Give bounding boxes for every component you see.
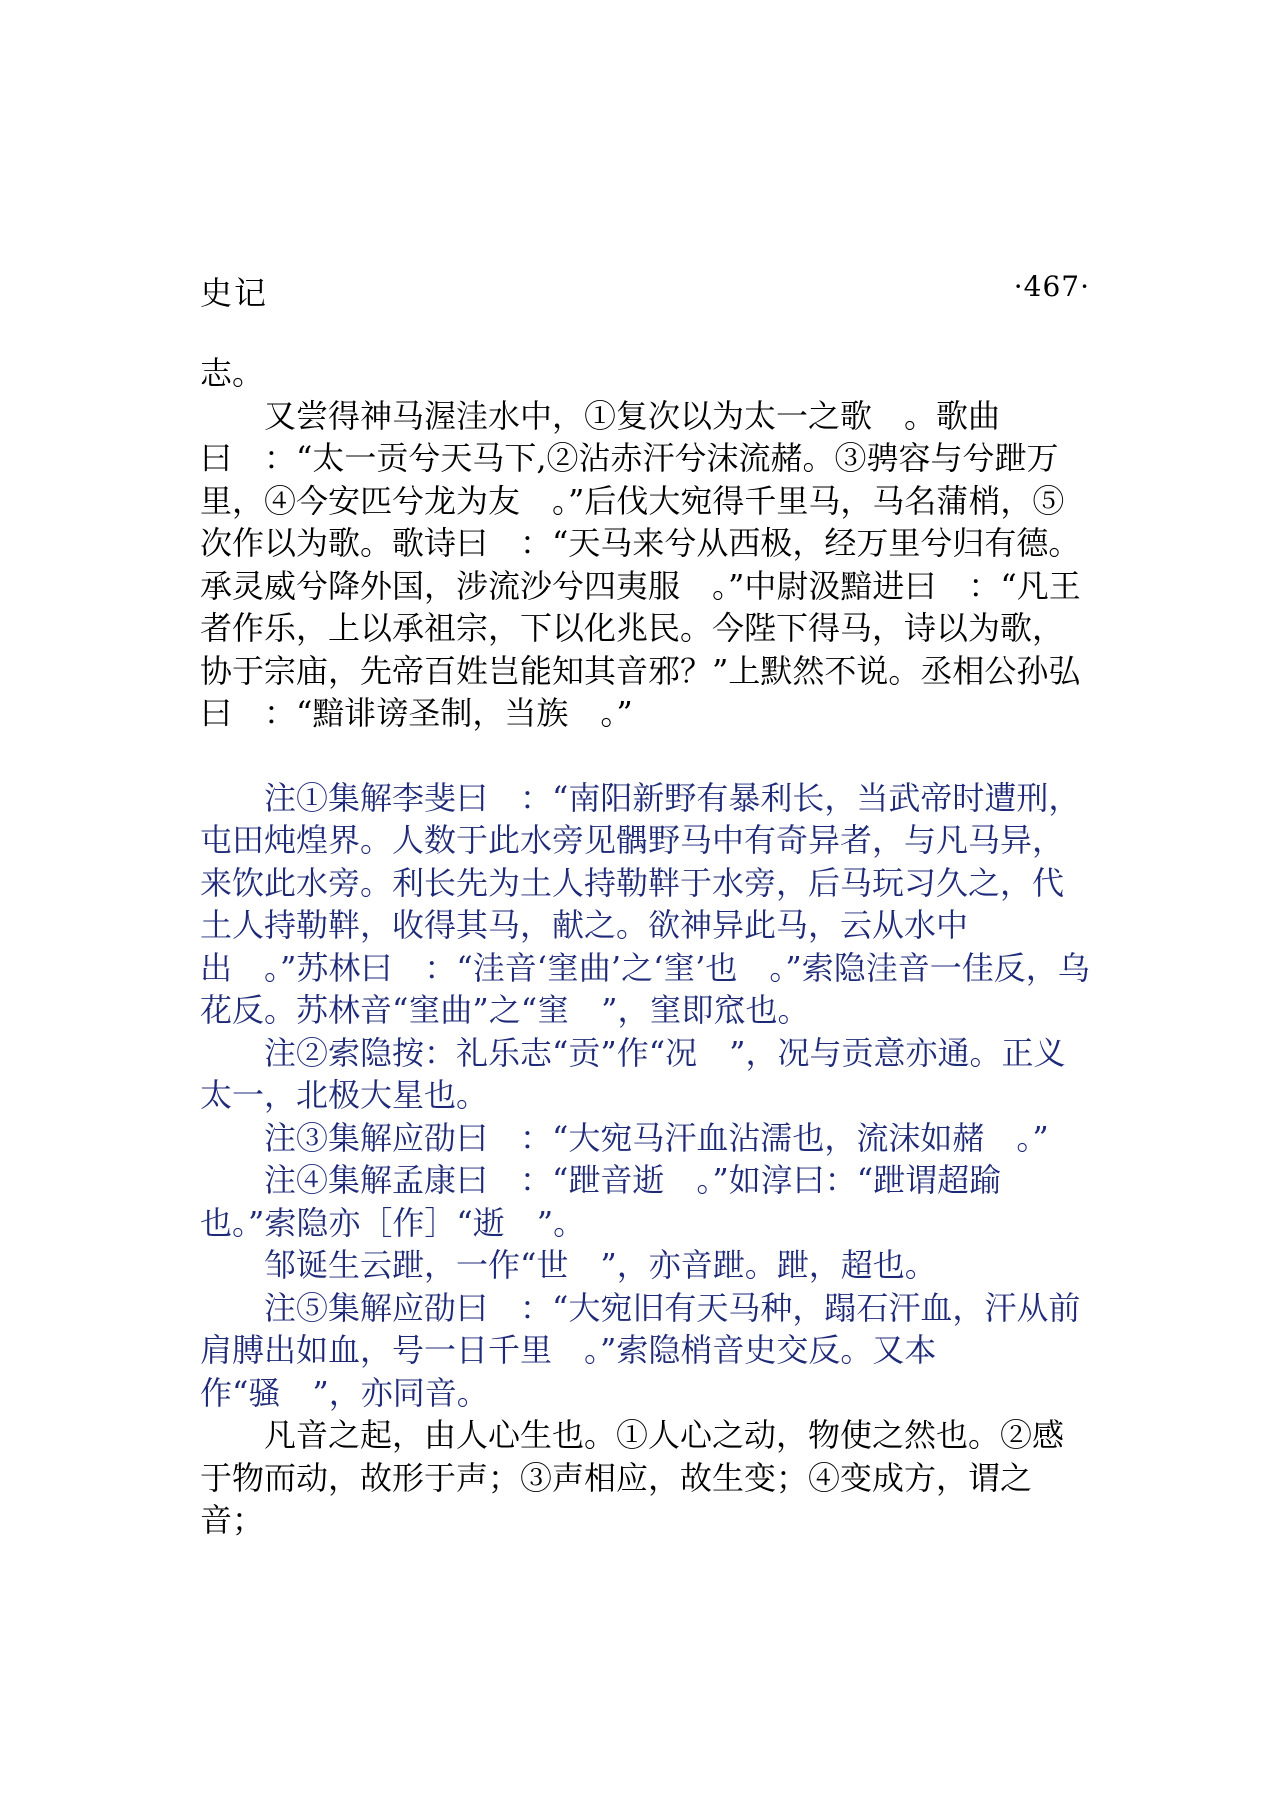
text-paragraph: 凡音之起，由人心生也。①人心之动，物使之然也。②感于物而动，故形于声；③声相应，故生变；④变成方，谓之音； — [200, 1416, 1065, 1539]
annotation-paragraph: 注④集解孟康曰 ：“跇音逝 。”如淳曰：“跇谓超踰也。”索隐亦［作］“逝 ”。 — [200, 1161, 1002, 1242]
text-paragraph: 又尝得神马渥洼水中，①复次以为太一之歌 。歌曲曰 ：“太一贡兮天马下,②沾赤汗兮沫流赭。③骋容与兮跇万里，④今安匹兮龙为友 。”后伐大宛得千里马，马名蒲梢，⑤次作以为歌。歌诗曰 ：“天马来兮从西极，经万里兮归有德。承灵威兮降外国，涉流沙兮四夷服 。”中尉汲黯进曰 ：“凡王者作乐，上以承祖宗，下以化兆民。今陛下得马，诗以为歌，协于宗庙，先帝百姓岂能知其音邪？”上默然不说。丞相公孙弘曰 ：“黯诽谤圣制，当族 。” — [200, 396, 1081, 732]
annotation-paragraph: 注⑤集解应劭曰 ：“大宛旧有天马种，蹋石汗血，汗从前肩膊出如血，号一日千里 。”索隐梢音史交反。又本作“骚 ”，亦同音。 — [200, 1288, 1081, 1412]
page-number: ·467· — [1013, 270, 1090, 303]
annotation-paragraph: 注③集解应劭曰 ：“大宛马汗血沾濡也，流沫如赭 。” — [264, 1118, 1049, 1157]
text-paragraph: 志。 — [200, 354, 265, 392]
annotation-paragraph: 注①集解李斐曰 ：“南阳新野有暴利长，当武帝时遭刑，屯田炖煌界。人数于此水旁见髃野马中有奇异者，与凡马异，来饮此水旁。利长先为土人持勒靽于水旁，后马玩习久之，代土人持勒靽，收得其马，献之。欲神异此马，云从水中出 。”苏林曰 ：“洼音‘窐曲’之‘窐’也 。”索隐洼音一佳反，乌花反。苏林音“窐曲”之“窐 ”，窐即窊也。 — [200, 778, 1090, 1029]
annotation-paragraph: 邹诞生云跇，一作“世 ”，亦音跇。跇，超也。 — [264, 1246, 937, 1284]
page-header — [200, 268, 1090, 312]
paragraph-gap — [200, 735, 1090, 777]
book-title: 史记 — [200, 274, 269, 312]
annotation-paragraph: 注②索隐按：礼乐志“贡”作“况 ”，况与贡意亦通。正义太一，北极大星也。 — [200, 1033, 1066, 1114]
page-body — [200, 352, 1090, 1542]
